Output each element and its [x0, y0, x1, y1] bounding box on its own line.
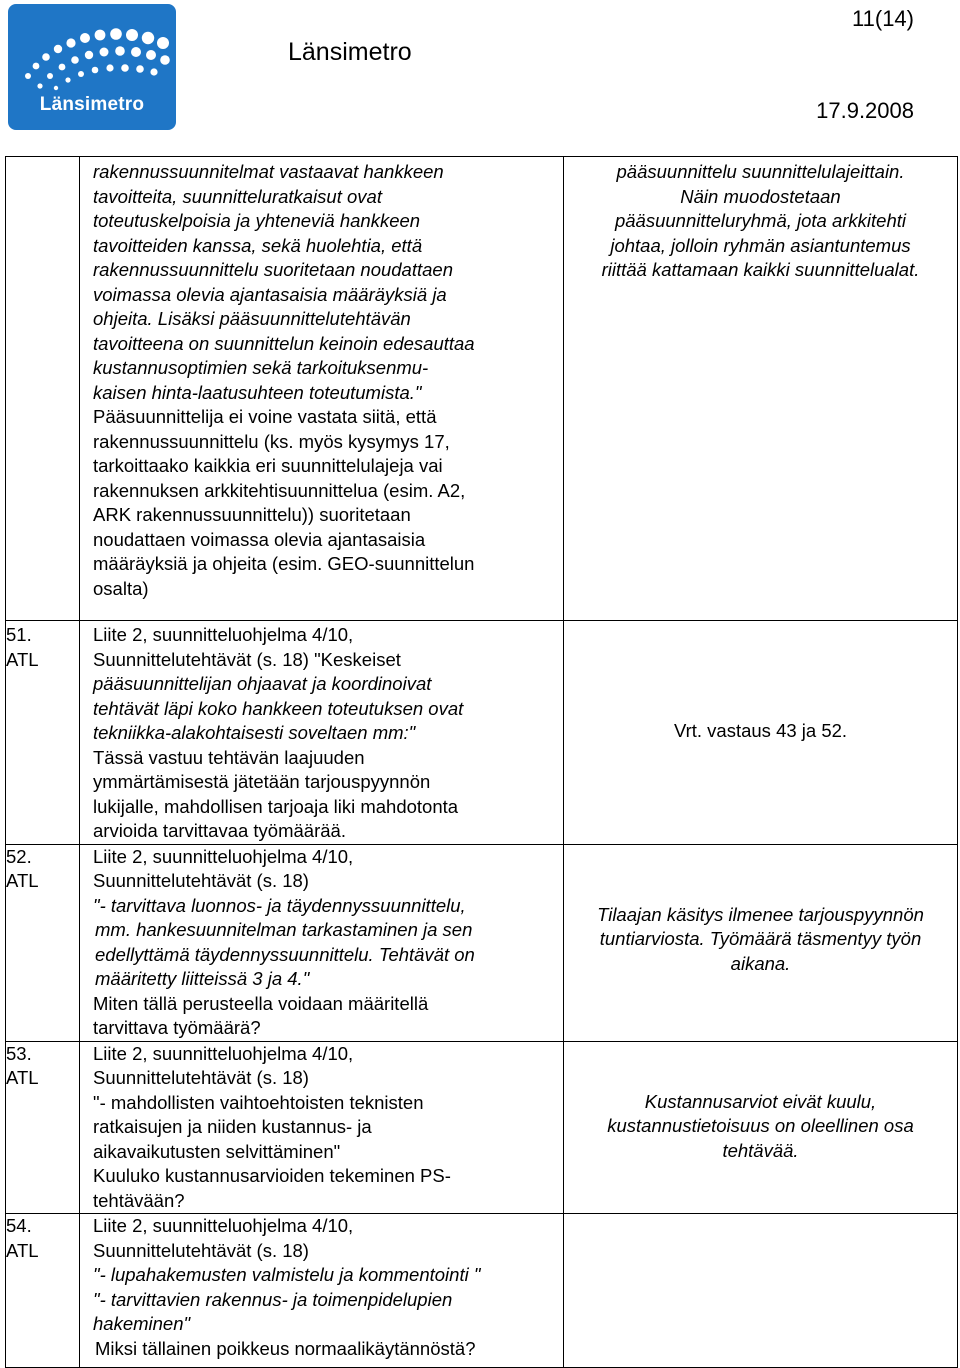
table-row [6, 621, 958, 845]
question-line: Tässä vastuu tehtävän laajuuden [93, 746, 365, 768]
question-cell [80, 1214, 564, 1368]
question-line: rakennussuunnittelu suoritetaan noudattaen [93, 259, 453, 280]
answer-line: Tilaajan käsitys ilmenee tarjouspyynnön [597, 903, 924, 925]
question-source: ATL [6, 870, 39, 891]
answer-line: pääsuunnitteluryhmä, jota arkkitehti [614, 210, 907, 231]
question-number-cell [6, 621, 80, 845]
table-row [6, 157, 958, 621]
answer-line: pääsuunnittelu suunnittelulajeittain. [616, 161, 905, 182]
question-line: "- mahdollisten vaihtoehtoisten teknisten [93, 1091, 424, 1113]
answer-cell [564, 844, 958, 1041]
document-date: 17.9.2008 [816, 98, 914, 123]
question-line: toteutuskelpoisia ja yhteneviä hankkeen [93, 210, 421, 231]
answer-line: tuntiarviosta. Työmäärä täsmentyy työn [599, 928, 922, 949]
lansimetro-logo [8, 4, 176, 130]
answer-line: Kustannusarviot eivät kuulu, [644, 1090, 877, 1112]
question-line: osalta) [93, 577, 149, 599]
question-line: Kuuluko kustannusarvioiden tekeminen PS- [93, 1165, 451, 1186]
question-line: Miten tällä perusteella voidaan määritellä [93, 992, 429, 1014]
question-line: Suunnittelutehtävät (s. 18) [93, 1239, 309, 1261]
question-line: Liite 2, suunnitteluohjelma 4/10, [93, 1042, 354, 1064]
question-line: voimassa olevia ajantasaisia määräyksiä ja [93, 283, 447, 305]
question-number: 54. [6, 1215, 32, 1236]
answer-cell [564, 1041, 958, 1214]
question-line: Suunnittelutehtävät (s. 18) "Keskeiset [93, 648, 401, 670]
answer-cell [564, 621, 958, 845]
question-number-cell [6, 1041, 80, 1214]
question-line: noudattaen voimassa olevia ajantasaisia [93, 528, 426, 550]
question-line: aikavaikutusten selvittäminen" [93, 1140, 341, 1162]
question-line: Suunnittelutehtävät (s. 18) [93, 1067, 309, 1088]
question-line: ymmärtämisestä jätetään tarjouspyynnön [93, 771, 431, 792]
answer-line: aikana. [730, 952, 791, 974]
header-brand: Länsimetro [288, 38, 412, 66]
question-line: pääsuunnittelijan ohjaavat ja koordinoivat [93, 673, 432, 694]
question-line: Suunnittelutehtävät (s. 18) [93, 870, 309, 891]
answer-line: Vrt. vastaus 43 ja 52. [673, 720, 848, 741]
question-line: rakennussuunnittelu (ks. myös kysymys 17, [93, 430, 450, 452]
question-line: rakennussuunnitelmat vastaavat hankkeen [93, 161, 444, 182]
answer-line: kustannustietoisuus on oleellinen osa [607, 1115, 914, 1136]
question-line: tavoitteena on suunnittelun keinoin edesauttaa [93, 332, 475, 354]
question-line: tavoitteiden kanssa, sekä huolehtia, että [93, 234, 423, 256]
question-source: ATL [6, 1239, 39, 1261]
question-number: 52. [6, 845, 32, 867]
question-line: Liite 2, suunnitteluohjelma 4/10, [93, 624, 354, 645]
question-cell [80, 621, 564, 845]
question-line: Miksi tällainen poikkeus normaalikäytännöstä? [95, 1337, 476, 1359]
answer-line: riittää kattamaan kaikki suunnittelualat. [601, 259, 920, 280]
logo-text: Länsimetro [39, 94, 145, 115]
question-line: mm. hankesuunnitelman tarkastaminen ja sen [95, 919, 473, 940]
answer-line: johtaa, jolloin ryhmän asiantuntemus [610, 234, 911, 256]
question-line: tavoitteita, suunnitteluratkaisut ovat [93, 185, 382, 207]
question-line: lukijalle, mahdollisen tarjoaja liki mahdotonta [93, 795, 459, 817]
qa-table [5, 156, 958, 1368]
answer-line: tehtävää. [722, 1139, 799, 1161]
question-cell [80, 844, 564, 1041]
question-line: edellyttämä täydennyssuunnittelu. Tehtävät on [95, 943, 475, 965]
question-line: tehtävät läpi koko hankkeen toteutuksen ovat [93, 697, 464, 719]
question-line: Liite 2, suunnitteluohjelma 4/10, [93, 845, 354, 867]
question-line: ratkaisujen ja niiden kustannus- ja [93, 1116, 372, 1137]
question-line: rakennuksen arkkitehtisuunnittelua (esim. A2, [93, 479, 466, 501]
table-row [6, 1041, 958, 1214]
question-line: ARK rakennussuunnittelu)) suoritetaan [93, 504, 411, 525]
question-number-cell [6, 157, 80, 621]
table-row [6, 1214, 958, 1368]
question-line: ohjeita. Lisäksi pääsuunnittelutehtävän [93, 308, 411, 329]
question-cell [80, 1041, 564, 1214]
question-cell [80, 157, 564, 621]
question-line: tarkoittaako kaikkia eri suunnittelulajeja vai [93, 455, 443, 476]
question-line: tehtävään? [93, 1189, 185, 1211]
page-number: 11(14) [852, 6, 914, 31]
question-line: Liite 2, suunnitteluohjelma 4/10, [93, 1215, 354, 1236]
question-number: 53. [6, 1042, 32, 1064]
question-line: hakeminen" [93, 1313, 191, 1334]
question-line: tekniikka-alakohtaisesti soveltaen mm:" [93, 722, 416, 743]
question-source: ATL [6, 1067, 39, 1088]
answer-cell [564, 1214, 958, 1368]
table-row [6, 844, 958, 1041]
answer-line: Näin muodostetaan [680, 185, 841, 207]
question-line: tarvittava työmäärä? [93, 1017, 261, 1038]
question-line: "- lupahakemusten valmistelu ja kommentointi " [93, 1264, 481, 1285]
question-number-cell [6, 1214, 80, 1368]
question-line: Pääsuunnittelija ei voine vastata siitä, että [93, 406, 437, 427]
question-line: kaisen hinta-laatusuhteen toteutumista." [93, 381, 422, 403]
question-line: määritetty liitteissä 3 ja 4." [95, 968, 310, 989]
question-line: arvioida tarvittavaa työmäärää. [93, 820, 346, 841]
question-number-cell [6, 844, 80, 1041]
question-source: ATL [6, 648, 39, 670]
question-line: kustannusoptimien sekä tarkoituksenmu- [93, 357, 429, 378]
question-line: määräyksiä ja ohjeita (esim. GEO-suunnittelun [93, 553, 475, 574]
question-line: "- tarvittavien rakennus- ja toimenpidelupien [93, 1288, 453, 1310]
question-number: 51. [6, 624, 32, 645]
question-line: "- tarvittava luonnos- ja täydennyssuunnittelu, [93, 894, 466, 916]
answer-cell [564, 157, 958, 621]
